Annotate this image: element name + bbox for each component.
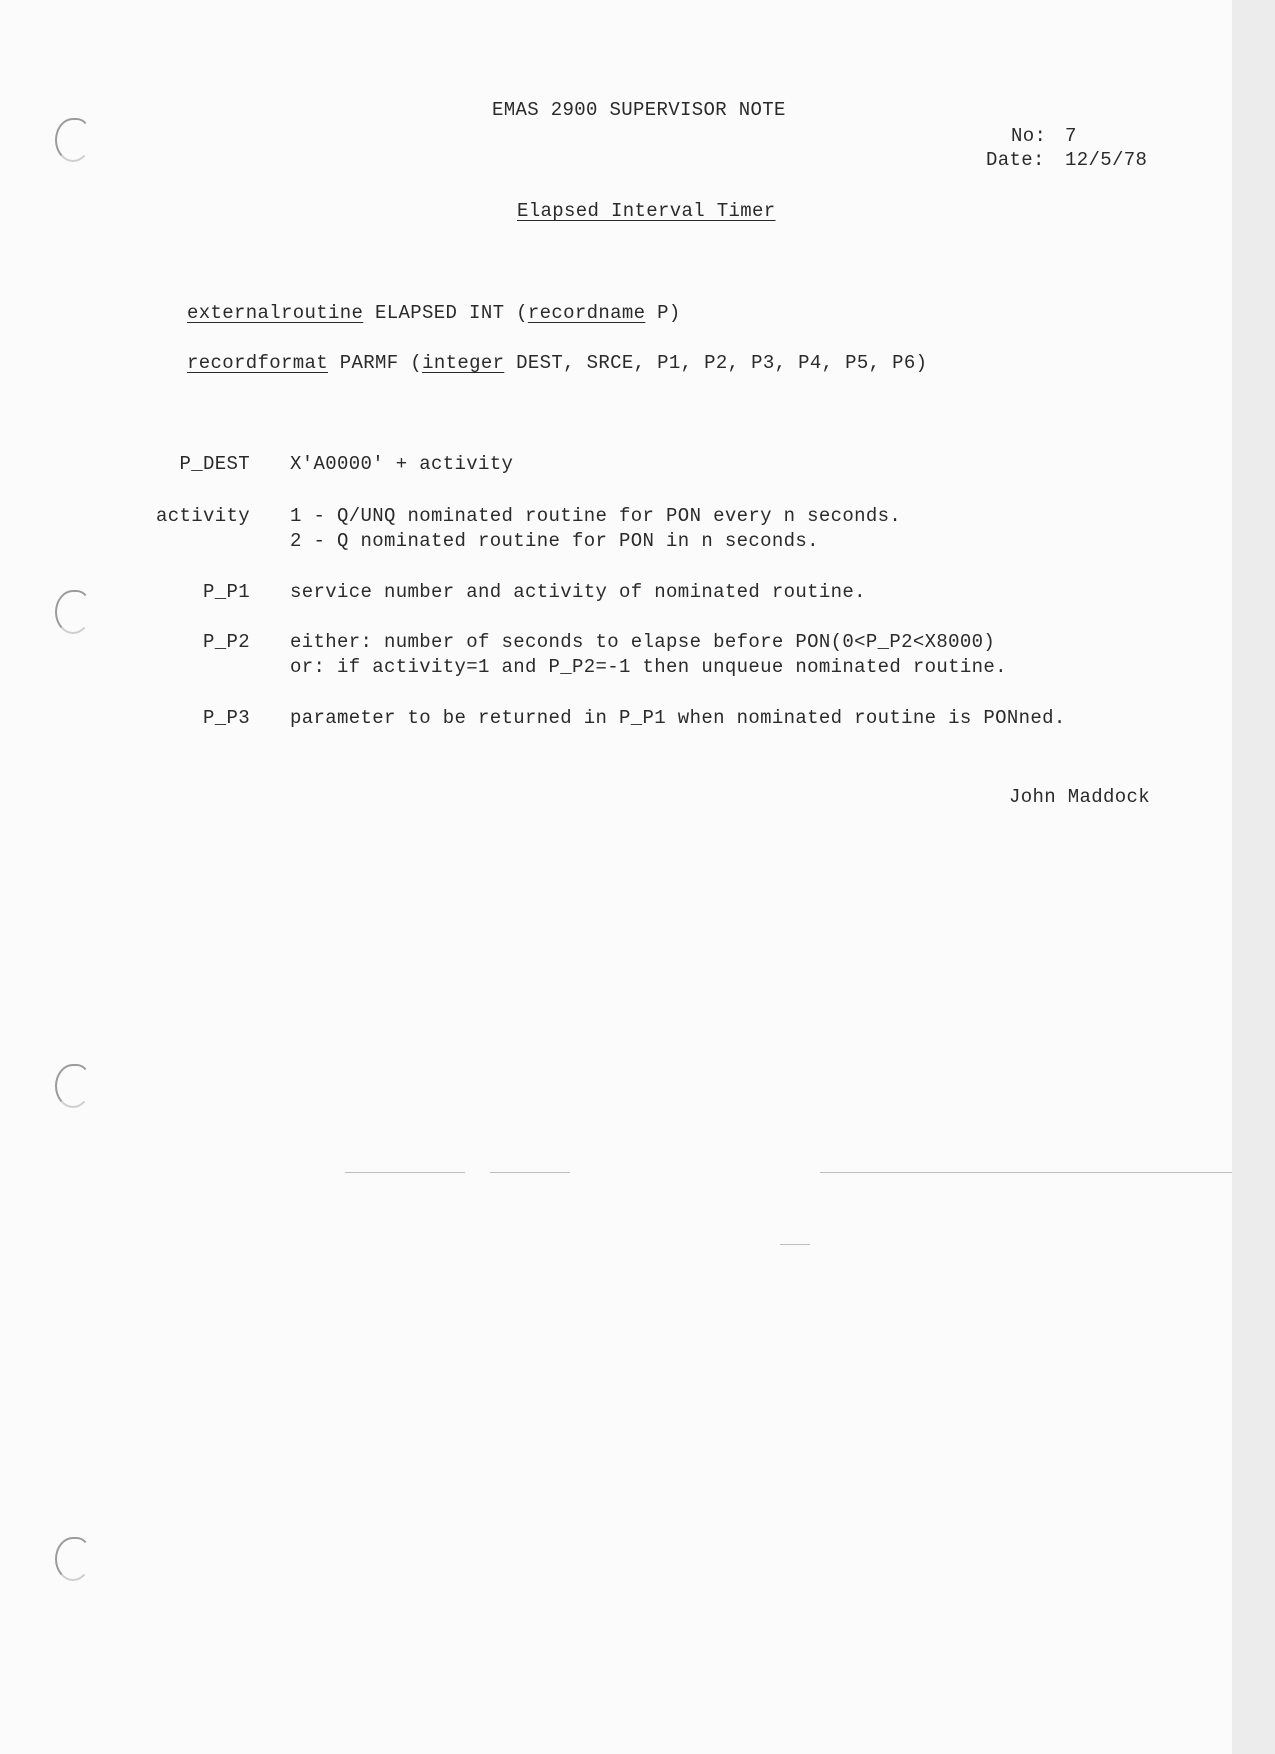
punch-hole-3-icon bbox=[55, 1064, 91, 1108]
recordname-keyword: recordname bbox=[527, 302, 646, 324]
author-name: John Maddock bbox=[1008, 786, 1150, 808]
definition-line: either: number of seconds to elapse before PON(0<P_P2<X8000) bbox=[290, 631, 996, 653]
definition-line: 1 - Q/UNQ nominated routine for PON every n seconds. bbox=[290, 505, 902, 527]
definition-line: parameter to be returned in P_P1 when nominated routine is PONned. bbox=[290, 707, 1066, 729]
routine-param: P) bbox=[645, 302, 681, 324]
fold-line bbox=[780, 1244, 810, 1245]
fold-line bbox=[820, 1172, 1232, 1173]
format-fields: DEST, SRCE, P1, P2, P3, P4, P5, P6) bbox=[504, 352, 928, 374]
definition-line: or: if activity=1 and P_P2=-1 then unqueue nominated routine. bbox=[290, 656, 1007, 678]
note-number-value: 7 bbox=[1065, 125, 1077, 147]
format-declaration bbox=[187, 351, 927, 375]
punch-hole-1-icon bbox=[55, 118, 91, 162]
note-number-label: No: bbox=[1011, 125, 1047, 147]
note-date-label: Date: bbox=[986, 149, 1045, 171]
definition-line: X'A0000' + activity bbox=[290, 453, 514, 475]
term-p-dest: P_DEST bbox=[179, 453, 250, 475]
recordformat-keyword: recordformat bbox=[187, 352, 329, 374]
term-p-p3: P_P3 bbox=[202, 707, 250, 729]
term-p-p2: P_P2 bbox=[202, 631, 250, 653]
term-activity: activity bbox=[155, 505, 250, 527]
term-p-p1: P_P1 bbox=[202, 581, 250, 603]
punch-hole-4-icon bbox=[55, 1537, 91, 1581]
externalroutine-keyword: externalroutine bbox=[187, 302, 364, 324]
integer-keyword: integer bbox=[422, 352, 505, 374]
definition-line: 2 - Q nominated routine for PON in n seconds. bbox=[290, 530, 819, 552]
scan-edge bbox=[1232, 0, 1275, 1754]
note-title: EMAS 2900 SUPERVISOR NOTE bbox=[492, 99, 786, 121]
punch-hole-2-icon bbox=[55, 590, 91, 634]
definition-line: service number and activity of nominated routine. bbox=[290, 581, 866, 603]
fold-line bbox=[490, 1172, 570, 1173]
routine-declaration bbox=[187, 301, 681, 325]
subject-heading: Elapsed Interval Timer bbox=[517, 200, 776, 222]
format-name: PARMF ( bbox=[339, 352, 423, 374]
note-date-value: 12/5/78 bbox=[1065, 149, 1148, 171]
routine-name: ELAPSED INT ( bbox=[375, 302, 528, 324]
fold-line bbox=[345, 1172, 465, 1173]
